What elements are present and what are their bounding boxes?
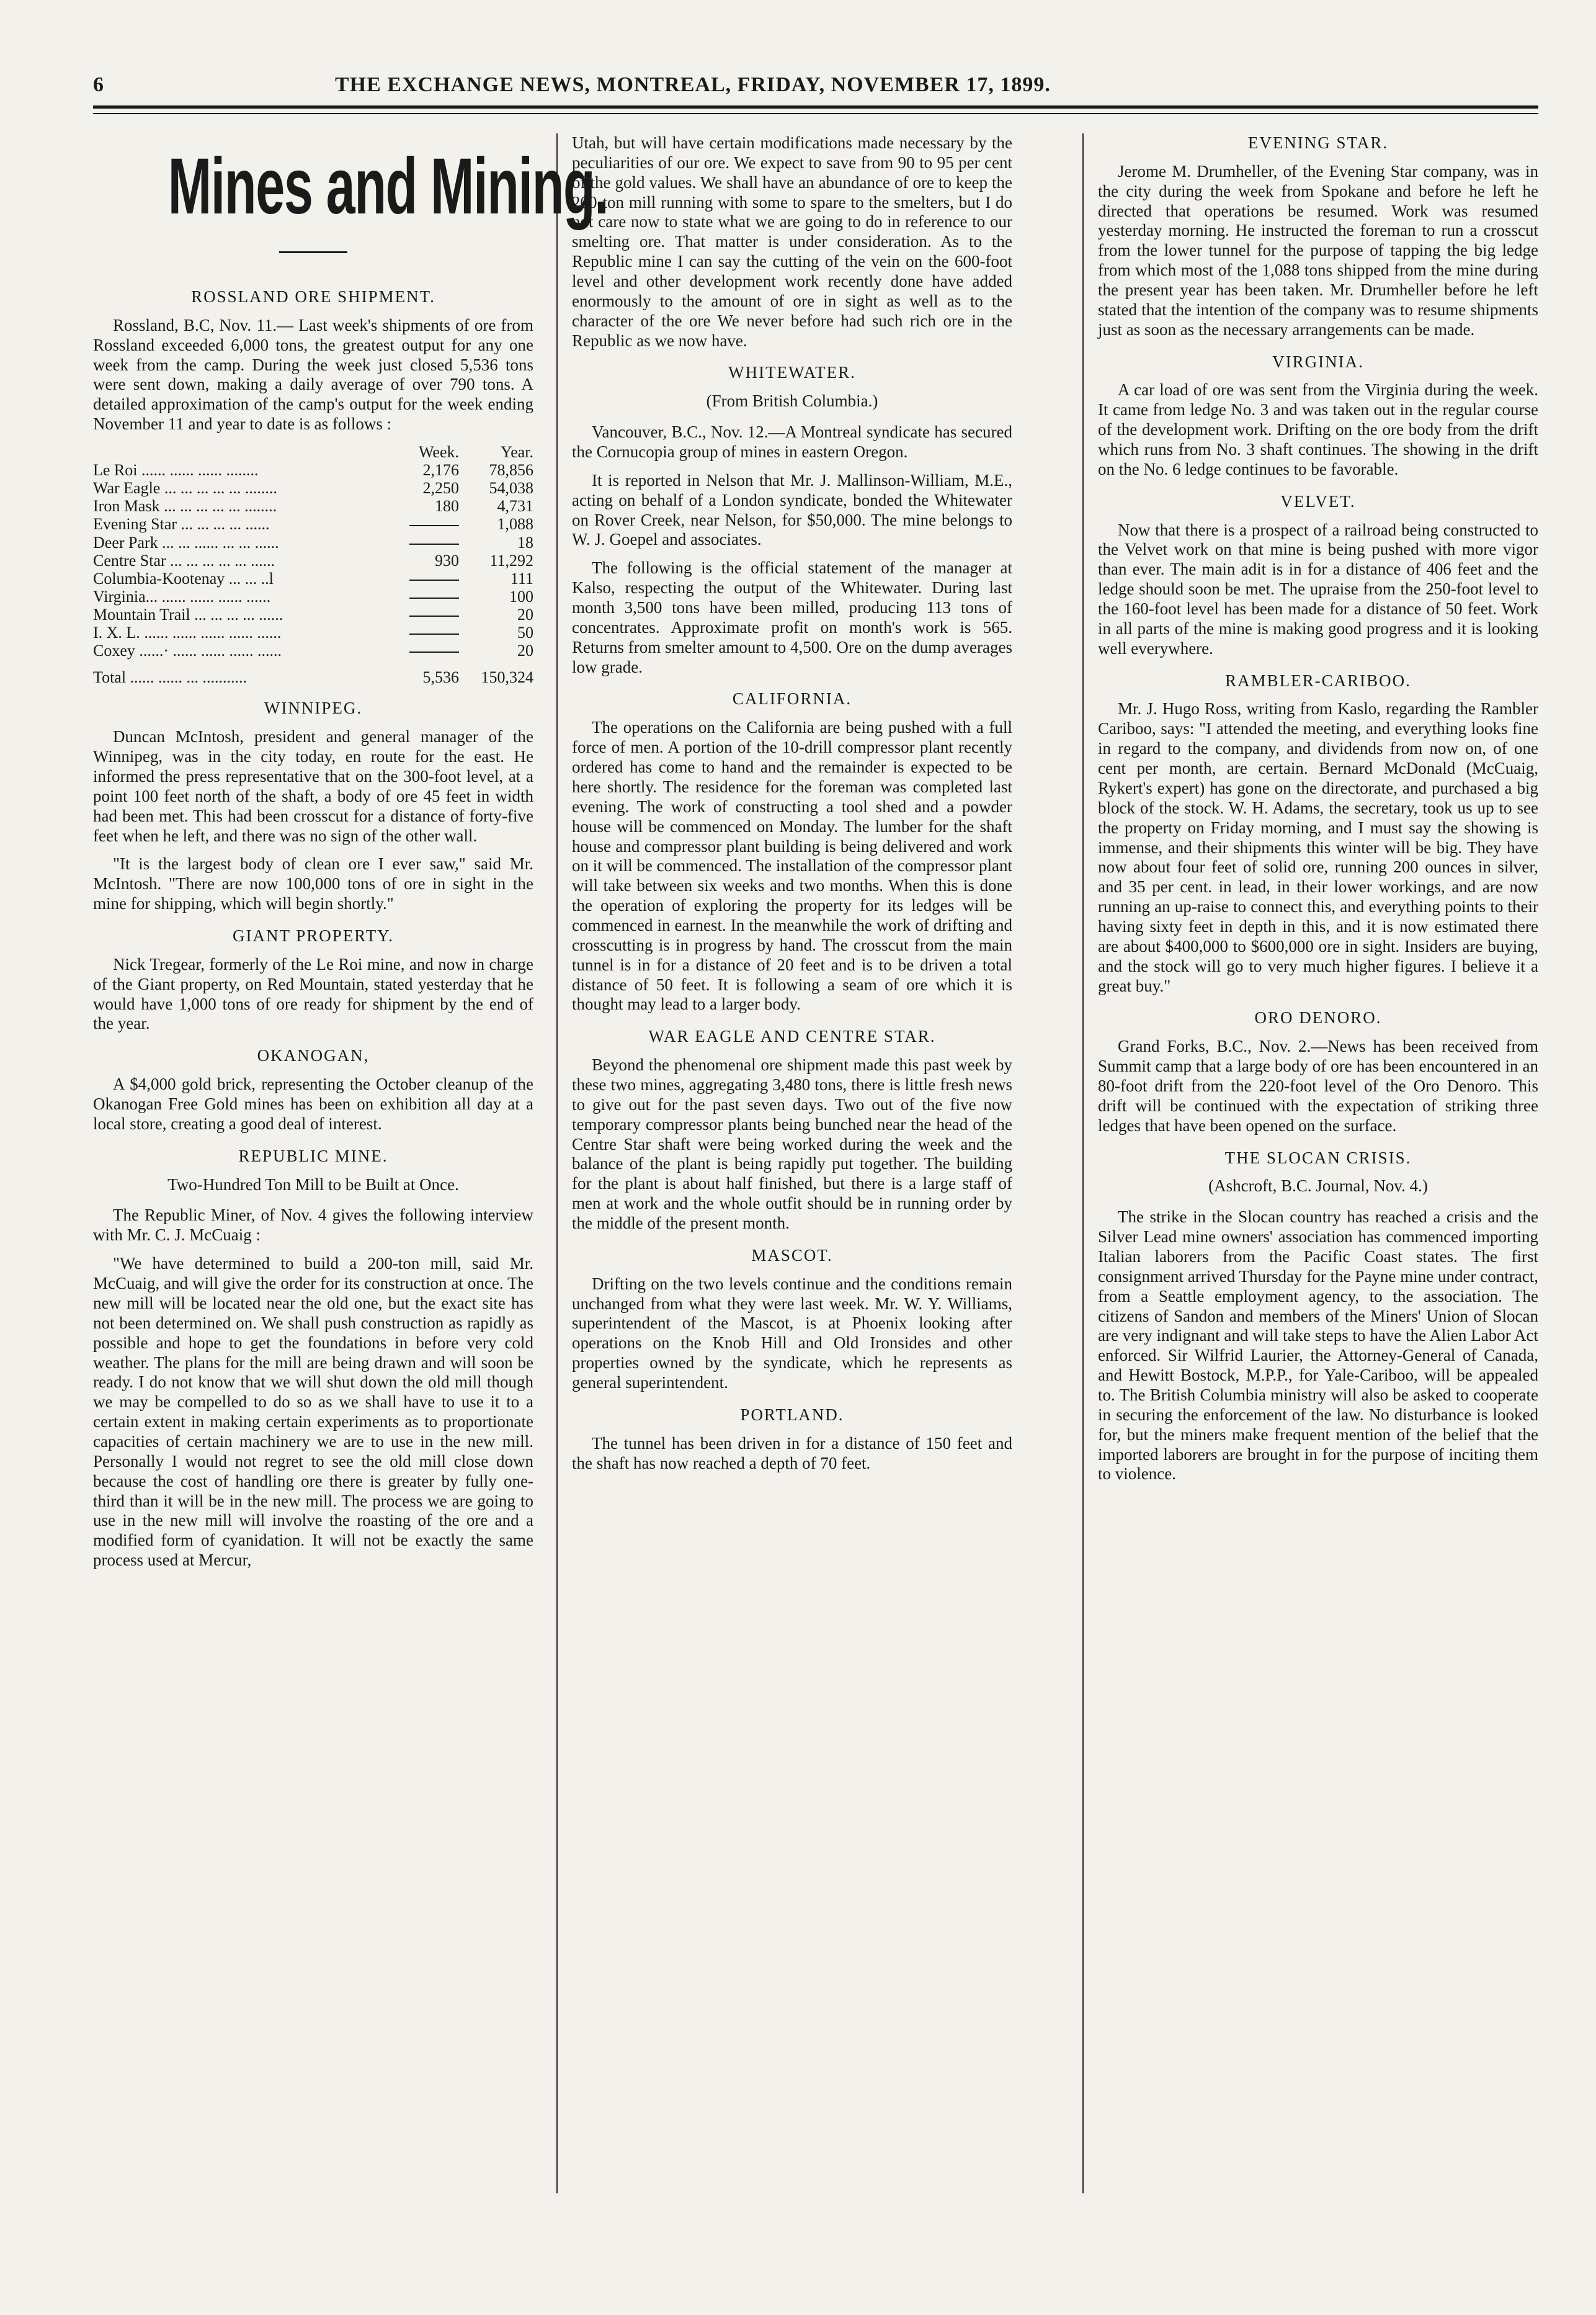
table-row <box>93 570 533 588</box>
year-value: 54,038 <box>489 479 533 498</box>
article-heading: WAR EAGLE AND CENTRE STAR. <box>648 1027 936 1046</box>
week-dash <box>391 642 459 660</box>
article-paragraph-continued: Utah, but will have certain modifications made necessary by the peculiarities of our ore. We expect to save from 90 to 95 per cent of the gold values. We shall have an abundance of ore to keep the 200-ton mill running with some to spare to the smelters, but I do not care now to state what we are going to do in reference to our smelting ore. That matter is under consideration. As to the Republic mine I can say the cutting of the vein on the 600-foot level and other development work recently done have added enormously to the amount of ore in sight as well as to the character of the ore We never before had such rich ore in the Republic as we now have. <box>572 133 1012 350</box>
week-value: 2,250 <box>422 479 459 498</box>
article-heading: WINNIPEG. <box>264 699 363 718</box>
article-heading: EVENING STAR. <box>1247 133 1389 152</box>
header-rule-thin <box>93 113 1538 114</box>
mine-name: Deer Park ... ... ...... ... ... ...... <box>93 533 279 552</box>
table-row <box>93 624 533 642</box>
mine-name: Iron Mask ... ... ... ... ... ........ <box>93 497 277 516</box>
week-dash <box>391 624 459 642</box>
section-masthead: Mines and Mining. <box>167 142 609 231</box>
article-paragraph: A $4,000 gold brick, representing the October cleanup of the Okanogan Free Gold mines has been on exhibition all day at a local store, creating a good deal of interest. <box>93 1075 533 1133</box>
total-year: 150,324 <box>481 668 533 687</box>
year-value: 20 <box>517 642 533 660</box>
article-paragraph: Now that there is a prospect of a railroad being constructed to the Velvet work on that mine is being pushed with more vigor than ever. The main adit is in for a distance of 406 feet and the ledge should soon be met. The upraise from the 250-foot level to the 160-foot level has been made for a distance of 50 feet. Work in all parts of the mine is making good progress and it is looking well everywhere. <box>1098 520 1538 658</box>
year-value: 100 <box>509 587 533 606</box>
article-paragraph: Jerome M. Drumheller, of the Evening Star company, was in the city during the week from Spokane and before he left he directed that operations be resumed. Work was resumed yesterday morning. He instructed the foreman to run a crosscut from the lower tunnel for the purpose of tapping the big ledge from which most of the 1,088 tons shipped from the mine during the present year has been taken. Mr. Drumheller before he left stated that the intention of the company was to resume shipments just as soon as the necessary arrangements can be made. <box>1098 161 1538 339</box>
mine-name: Evening Star ... ... ... ... ...... <box>93 515 270 534</box>
article-heading: VIRGINIA. <box>1272 352 1364 371</box>
article-paragraph: The operations on the California are being pushed with a full force of men. A portion of the 10-drill compressor plant recently ordered has come to hand and the remainder is expected to be here shortly. The residence for the foreman was completed last evening. The work of constructing a tool shed and a powder house will be commenced on Monday. The lumber for the shaft house and compressor plant building is being delivered and work on it will be commenced. The installation of the compressor plant will take between six weeks and two months. When this is done the operation of exploring the property for its ledges will be commenced in earnest. In the meanwhile the work of drifting and crosscutting is in progress by hand. The crosscut from the main tunnel is in for a distance of 20 feet and is to be driven a total distance of 50 feet. It is following a seam of ore which it is thought may lead to a larger body. <box>572 718 1012 1014</box>
mine-name: Columbia-Kootenay ... ... ..l <box>93 569 274 588</box>
article-subheading: Two-Hundred Ton Mill to be Built at Once. <box>167 1175 459 1194</box>
table-row <box>93 515 533 533</box>
article-heading: GIANT PROPERTY. <box>233 926 394 946</box>
table-header-row <box>93 443 533 461</box>
shipment-table <box>93 443 533 686</box>
article-paragraph: "It is the largest body of clean ore I ever saw," said Mr. McIntosh. "There are now 100,000 tons of ore in sight in the mine for shipping, which will begin shortly." <box>93 854 533 913</box>
year-value: 4,731 <box>497 497 533 516</box>
year-value: 18 <box>517 533 533 552</box>
header-rule-thick <box>93 105 1538 109</box>
year-value: 78,856 <box>489 461 533 480</box>
table-row <box>93 497 533 515</box>
column-header-year: Year. <box>501 443 533 462</box>
year-value: 1,088 <box>497 515 533 534</box>
year-value: 11,292 <box>489 551 533 570</box>
masthead-rule <box>279 251 347 253</box>
article-subheading: (From British Columbia.) <box>706 392 878 411</box>
week-dash <box>391 606 459 624</box>
week-value: 180 <box>435 497 459 516</box>
week-value: 2,176 <box>422 461 459 480</box>
column-rule <box>556 133 558 2193</box>
year-value: 20 <box>517 606 533 624</box>
article-heading: PORTLAND. <box>740 1405 844 1424</box>
newspaper-title: THE EXCHANGE NEWS, MONTREAL, FRIDAY, NOVEMBER 17, 1899. <box>335 73 1051 96</box>
article-paragraph: Beyond the phenomenal ore shipment made this past week by these two mines, aggregating 3,480 tons, there is little fresh news to give out for the past seven days. Two out of the five now temporary compressor plants being bunched near the head of the Centre Star shaft were being worked during the week and the balance of the plant is being rapidly put together. The building for the plant is about half finished, but there is a large staff of men at work and the whole outfit should be in running order by the middle of the present month. <box>572 1055 1012 1232</box>
article-paragraph: The Republic Miner, of Nov. 4 gives the following interview with Mr. C. J. McCuaig : <box>93 1206 533 1245</box>
article-paragraph: The strike in the Slocan country has reached a crisis and the Silver Lead mine owners' association has commenced importing Italian laborers from the Pacific Coast states. The first consignment arrived Thursday for the Payne mine under contract, from a Seattle employment agency, to the association. The citizens of Sandon and members of the Miners' Union of Slocan are very indignant and will take steps to have the Alien Labor Act enforced. Sir Wilfrid Laurier, the Attorney-General of Canada, and Hewitt Bostock, M.P.P., for Yale-Cariboo, will be appealed to. The British Columbia ministry will also be asked to cooperate in securing the enforcement of the law. No disturbance is looked for, but the miners make frequent mention of the belief that the imported laborers are brought in for the purpose of inciting them to violence. <box>1098 1207 1538 1484</box>
article-paragraph: The tunnel has been driven in for a distance of 150 feet and the shaft has now reached a depth of 70 feet. <box>572 1433 1012 1472</box>
week-dash <box>391 588 459 606</box>
column-rule <box>1082 133 1084 2193</box>
mine-name: Mountain Trail ... ... ... ... ...... <box>93 606 283 624</box>
article-paragraph: "We have determined to build a 200-ton mill, said Mr. McCuaig, and will give the order for its construction at once. The new mill will be located near the old one, but the exact site has not been determined on. We shall push construction as rapidly as possible and hope to get the foundations in before very cold weather. The plans for the mill are being drawn and will soon be ready. I do not know that we will shut down the old mill though we may be compelled to do so as we shall have to use it to a certain extent in making certain experiments as to proportionate capacities of certain machinery we are to use in the new mill. Personally I would not regret to see the old mill close down because the cost of handling ore there is greater by fully one-third than it will be in the new mill. The process we are going to use in the new mill will involve the roasting of the ore and a modified form of cyanidation. It will not be exactly the same process used at Mercur, <box>93 1254 533 1570</box>
column-3 <box>1098 133 1538 1493</box>
article-paragraph: Duncan McIntosh, president and general manager of the Winnipeg, was in the city today, en route for the east. He informed the press representative that on the 300-foot level, at a point 100 feet north of the shaft, a body of ore 45 feet in width had been met. This had been crosscut for a distance of forty-five feet when he left, and there was no sign of the other wall. <box>93 727 533 845</box>
article-heading: RAMBLER-CARIBOO. <box>1225 671 1411 690</box>
article-heading: WHITEWATER. <box>728 363 856 382</box>
table-row <box>93 588 533 606</box>
mine-name: Virginia... ...... ...... ...... ...... <box>93 587 271 606</box>
week-dash <box>391 515 459 533</box>
table-row <box>93 479 533 497</box>
mine-name: Centre Star ... ... ... ... ... ...... <box>93 551 275 570</box>
article-paragraph: The following is the official statement of the manager at Kalso, respecting the output of the Whitewater. During last month 3,500 tons have been milled, producing 113 tons of concentrates. Approximate profit on month's work is 565. Returns from smelter amount to 4,500. Ore on the dump averages low grade. <box>572 558 1012 676</box>
article-heading: CALIFORNIA. <box>732 689 852 709</box>
article-heading: THE SLOCAN CRISIS. <box>1224 1148 1412 1167</box>
page-number: 6 <box>93 73 104 96</box>
article-paragraph: Grand Forks, B.C., Nov. 2.—News has been received from Summit camp that a large body of ore has been encountered in an 80-foot drift from the 220-foot level of the Oro Denoro. This drift will be continued with the expectation of striking three ledges that have been opened on the surface. <box>1098 1037 1538 1135</box>
column-1 <box>93 133 609 1579</box>
article-paragraph: Mr. J. Hugo Ross, writing from Kaslo, regarding the Rambler Cariboo, says: "I attended the meeting, and everything looks fine in regard to the company, and dividends from now on, of one cent per month, are certain. Bernard McDonald (McCuaig, Rykert's expert) has gone on the directorate, and purchased a big block of the stock. W. H. Adams, the secretary, took us up to see the property on Friday morning, and I must say the showing is immense, and their shipments this winter will be big. They have now about four feet of solid ore, running 200 ounces in silver, and 35 per cent. in lead, in their lower workings, and are now running an up-raise to connect this, and everything points to their having sixty feet in depth in this, and it is now estimated there are about $400,000 to $600,000 ore in sight. Insiders are buying, and the stock will go to very much higher figures. I believe it a great buy." <box>1098 699 1538 995</box>
total-label: Total ...... ...... ... ........... <box>93 668 247 687</box>
article-subheading: (Ashcroft, B.C. Journal, Nov. 4.) <box>1208 1176 1428 1196</box>
column-2 <box>572 133 1012 1482</box>
article-paragraph: A car load of ore was sent from the Virginia during the week. It came from ledge No. 3 and was taken out in the regular course of the development work. Drifting on the ore body from the drift which runs from No. 3 shaft continues. The showing in the drift on the No. 6 ledge continues to be favorable. <box>1098 380 1538 478</box>
table-row <box>93 534 533 552</box>
article-paragraph: Rossland, B.C, Nov. 11.— Last week's shipments of ore from Rossland exceeded 6,000 tons, the greatest output for any one week from the camp. During the week just closed 5,536 tons were sent down, making a daily average of over 790 tons. A detailed approximation of the camp's output for the week ending November 11 and year to date is as follows : <box>93 315 533 434</box>
table-total-row <box>93 660 533 686</box>
mine-name: I. X. L. ...... ...... ...... ...... ...... <box>93 624 282 642</box>
article-heading: ORO DENORO. <box>1254 1008 1382 1028</box>
table-row <box>93 606 533 624</box>
article-heading: MASCOT. <box>751 1245 833 1265</box>
table-row <box>93 461 533 479</box>
table-row <box>93 552 533 570</box>
mine-name: War Eagle ... ... ... ... ... ........ <box>93 479 277 498</box>
year-value: 111 <box>510 569 533 588</box>
article-heading: VELVET. <box>1280 491 1356 511</box>
week-dash <box>391 534 459 552</box>
article-paragraph: Nick Tregear, formerly of the Le Roi mine, and now in charge of the Giant property, on Red Mountain, stated yesterday that he would have 1,000 tons of ore ready for shipment by the end of the year. <box>93 954 533 1033</box>
article-heading: REPUBLIC MINE. <box>238 1146 388 1165</box>
article-heading: ROSSLAND ORE SHIPMENT. <box>191 287 435 306</box>
week-value: 930 <box>435 551 459 570</box>
mine-name: Coxey ......· ...... ...... ...... ...... <box>93 642 282 660</box>
article-paragraph: Vancouver, B.C., Nov. 12.—A Montreal syndicate has secured the Cornucopia group of mines in eastern Oregon. <box>572 423 1012 462</box>
total-week: 5,536 <box>422 668 459 687</box>
week-dash <box>391 570 459 588</box>
mine-name: Le Roi ...... ...... ...... ........ <box>93 461 259 480</box>
table-row <box>93 642 533 660</box>
article-paragraph: It is reported in Nelson that Mr. J. Mallinson-William, M.E., acting on behalf of a London syndicate, bonded the Whitewater on Rover Creek, near Nelson, for $50,000. The mine belongs to W. J. Goepel and associates. <box>572 470 1012 549</box>
article-heading: OKANOGAN, <box>257 1046 370 1065</box>
year-value: 50 <box>517 624 533 642</box>
article-paragraph: Drifting on the two levels continue and the conditions remain unchanged from what they were last week. Mr. W. Y. Williams, superintendent of the Mascot, is at Phoenix looking after operations on the Knob Hill and Old Ironsides and other properties owned by the syndicate, which he represents as general superintendent. <box>572 1274 1012 1392</box>
column-header-week: Week. <box>418 443 459 462</box>
